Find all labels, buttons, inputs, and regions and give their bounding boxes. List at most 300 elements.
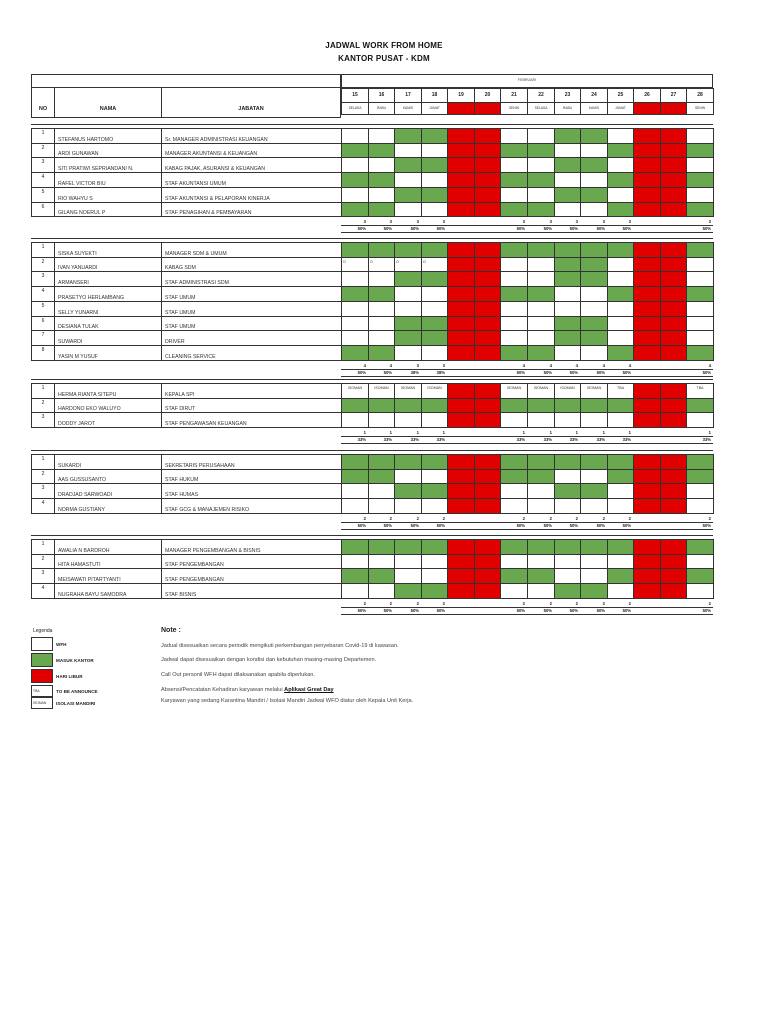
day-cell: KAMIS xyxy=(580,102,608,115)
employee-name xyxy=(54,202,162,217)
office-day-cell xyxy=(341,242,369,258)
holiday-cell xyxy=(633,316,661,331)
employee-position-text: STAF DIRUT xyxy=(165,406,196,412)
legend-masuk-label: MASUK KANTOR xyxy=(56,658,94,663)
wfh-cell xyxy=(368,128,395,144)
summary-percent: 50% xyxy=(436,523,445,528)
summary-count: 2 xyxy=(442,516,445,521)
holiday-cell xyxy=(474,316,501,331)
row-number xyxy=(31,469,55,484)
holiday-cell xyxy=(474,143,501,158)
wfh-cell: ISOMAN xyxy=(527,383,555,399)
office-day-cell xyxy=(421,483,448,499)
wfh-cell xyxy=(421,143,448,158)
wfh-cell xyxy=(500,301,528,317)
summary-count: 2 xyxy=(575,516,578,521)
wfh-cell xyxy=(580,345,608,361)
wfh-cell xyxy=(686,330,714,346)
row-number-text: 5 xyxy=(41,303,45,309)
holiday-cell xyxy=(447,157,475,173)
summary-percent: 50% xyxy=(702,608,711,613)
row-number xyxy=(31,202,55,217)
summary-count: 2 xyxy=(363,516,366,521)
office-day-cell xyxy=(368,345,395,361)
summary-count: 2 xyxy=(416,516,419,521)
wfh-cell xyxy=(394,412,422,428)
summary-count: 1 xyxy=(575,430,578,435)
office-day-cell xyxy=(527,398,555,413)
row-number-text: 1 xyxy=(41,244,45,250)
employee-position xyxy=(161,454,342,470)
employee-position xyxy=(161,539,342,555)
wfh-cell xyxy=(368,271,395,287)
office-day-cell xyxy=(421,242,448,258)
employee-name-text: SUWARDI xyxy=(58,339,83,345)
office-day-cell xyxy=(686,469,714,484)
row-number-text: 6 xyxy=(41,204,45,210)
employee-name-text: SISKA SUYEKTI xyxy=(58,251,97,257)
date-cell: 28 xyxy=(686,88,714,103)
office-day-cell xyxy=(341,143,369,158)
office-day-cell xyxy=(527,345,555,361)
wfh-cell xyxy=(368,498,395,514)
row-number xyxy=(31,157,55,173)
office-day-cell xyxy=(500,172,528,188)
day-cell: SENIN xyxy=(686,102,714,115)
office-day-cell xyxy=(421,330,448,346)
office-day-cell xyxy=(394,271,422,287)
wfh-cell xyxy=(341,412,369,428)
wfh-cell: ISOMAN xyxy=(500,383,528,399)
employee-name-text: SITI PRATIWI SEPRIANDANI N. xyxy=(58,166,134,172)
holiday-cell xyxy=(660,483,687,499)
summary-count: 4 xyxy=(363,363,366,368)
row-number-text: 3 xyxy=(41,485,45,491)
holiday-cell xyxy=(660,498,687,514)
summary-divider xyxy=(341,232,713,233)
holiday-cell xyxy=(633,157,661,173)
employee-position xyxy=(161,187,342,203)
wfh-cell xyxy=(500,330,528,346)
wfh-cell xyxy=(527,157,555,173)
holiday-cell xyxy=(447,539,475,555)
office-day-cell xyxy=(607,454,634,470)
header-jabatan: JABATAN xyxy=(238,106,264,112)
office-day-cell xyxy=(527,286,555,302)
employee-position-text: STAF UMUM xyxy=(165,310,196,316)
wfh-cell xyxy=(580,554,608,569)
summary-divider xyxy=(341,376,713,377)
office-day-cell xyxy=(394,128,422,144)
office-day-cell xyxy=(686,172,714,188)
wfh-cell: ISOMAN xyxy=(580,383,608,399)
group-separator xyxy=(31,379,713,380)
row-number xyxy=(31,345,55,361)
summary-percent: 50% xyxy=(383,370,392,375)
day-cell: SABTU xyxy=(447,102,475,115)
wfh-cell xyxy=(394,498,422,514)
month-label: FEBRUARI xyxy=(517,78,537,82)
summary-count: 2 xyxy=(602,601,605,606)
office-day-cell xyxy=(421,271,448,287)
holiday-cell xyxy=(633,554,661,569)
wfh-cell: ISOMAN xyxy=(368,383,395,399)
employee-name-text: ARDI GUNAWAN xyxy=(58,151,99,157)
employee-name xyxy=(54,539,162,555)
wfh-cell xyxy=(580,568,608,584)
summary-percent: 50% xyxy=(569,523,578,528)
office-day-cell xyxy=(527,172,555,188)
employee-position-text: SEKRETARIS PERUSAHAAN xyxy=(165,463,235,469)
holiday-cell xyxy=(633,398,661,413)
employee-position xyxy=(161,202,342,217)
office-day-cell xyxy=(554,242,581,258)
wfh-cell xyxy=(500,128,528,144)
summary-count: 3 xyxy=(708,219,711,224)
employee-name-text: RAFEL VICTOR BIU xyxy=(58,181,106,187)
holiday-cell xyxy=(633,301,661,317)
row-number-text: 3 xyxy=(41,273,45,279)
summary-divider xyxy=(341,614,713,615)
employee-name-text: HITA HAMASTUTI xyxy=(58,562,101,568)
office-day-cell xyxy=(686,242,714,258)
employee-name-text: RIO WAHYU S xyxy=(58,196,93,202)
wfh-cell xyxy=(394,568,422,584)
employee-position-text: MANAGER PENGEMBANGAN & BISNIS xyxy=(165,548,261,554)
date-cell: 24 xyxy=(580,88,608,103)
holiday-cell xyxy=(447,398,475,413)
note-line-2: Jadwal dapat disesuaikan dengan kondisi dan kebutuhan masing-masing Departemen. xyxy=(161,657,377,663)
office-day-cell xyxy=(394,330,422,346)
wfh-cell xyxy=(368,583,395,599)
employee-name xyxy=(54,583,162,599)
row-number xyxy=(31,271,55,287)
wfh-cell xyxy=(341,301,369,317)
holiday-cell xyxy=(633,539,661,555)
holiday-cell xyxy=(660,128,687,144)
summary-count: 1 xyxy=(549,430,552,435)
holiday-cell xyxy=(660,143,687,158)
wfh-cell xyxy=(368,301,395,317)
office-day-cell xyxy=(580,257,608,272)
summary-count: 2 xyxy=(416,601,419,606)
summary-count: 2 xyxy=(575,601,578,606)
employee-position xyxy=(161,345,342,361)
wfh-cell xyxy=(607,483,634,499)
day-cell: MINGGU xyxy=(474,102,501,115)
date-cell: 21 xyxy=(500,88,528,103)
summary-percent: 50% xyxy=(622,523,631,528)
row-number xyxy=(31,568,55,584)
wfh-cell xyxy=(341,271,369,287)
wfh-cell xyxy=(554,143,581,158)
office-day-cell xyxy=(500,286,528,302)
office-day-cell xyxy=(607,172,634,188)
holiday-cell xyxy=(633,172,661,188)
summary-percent: 38% xyxy=(410,370,419,375)
office-day-cell xyxy=(394,583,422,599)
wfh-cell xyxy=(368,157,395,173)
row-number-text: 4 xyxy=(41,500,45,506)
wfh-cell xyxy=(607,498,634,514)
group-separator xyxy=(31,238,713,239)
summary-percent: 50% xyxy=(516,226,525,231)
summary-count: 4 xyxy=(575,363,578,368)
summary-count: 2 xyxy=(708,601,711,606)
employee-position-text: STAF HUMAS xyxy=(165,492,199,498)
row-number xyxy=(31,583,55,599)
office-day-cell xyxy=(368,454,395,470)
day-cell: SABTU xyxy=(633,102,661,115)
office-day-cell xyxy=(554,187,581,203)
page-title: JADWAL WORK FROM HOME xyxy=(325,41,443,50)
holiday-cell xyxy=(633,286,661,302)
wfh-cell xyxy=(686,128,714,144)
summary-count: 1 xyxy=(708,430,711,435)
row-number-text: 8 xyxy=(41,347,45,353)
office-day-cell xyxy=(500,539,528,555)
summary-count: 2 xyxy=(708,516,711,521)
employee-name xyxy=(54,172,162,188)
wfh-cell xyxy=(554,345,581,361)
holiday-cell xyxy=(474,498,501,514)
office-day-cell xyxy=(686,345,714,361)
row-number xyxy=(31,554,55,569)
employee-name xyxy=(54,143,162,158)
summary-percent: 50% xyxy=(543,370,552,375)
office-day-cell xyxy=(500,454,528,470)
office-day-cell xyxy=(607,469,634,484)
employee-position xyxy=(161,301,342,317)
summary-count: 1 xyxy=(628,430,631,435)
wfh-cell xyxy=(394,143,422,158)
summary-count: 2 xyxy=(522,516,525,521)
office-day-cell xyxy=(554,539,581,555)
employee-position xyxy=(161,554,342,569)
office-day-cell xyxy=(341,568,369,584)
holiday-cell xyxy=(660,316,687,331)
wfh-cell xyxy=(686,187,714,203)
office-day-cell xyxy=(500,568,528,584)
wfh-cell xyxy=(500,483,528,499)
wfh-cell xyxy=(607,330,634,346)
employee-position xyxy=(161,483,342,499)
wfh-cell xyxy=(527,583,555,599)
wfh-cell xyxy=(500,583,528,599)
group-separator xyxy=(31,535,713,536)
wfh-cell xyxy=(607,157,634,173)
employee-position xyxy=(161,398,342,413)
summary-count: 1 xyxy=(522,430,525,435)
office-day-cell xyxy=(500,242,528,258)
employee-name-text: NORMA GUSTIANY xyxy=(58,507,105,513)
wfh-cell xyxy=(527,301,555,317)
summary-count: 2 xyxy=(602,516,605,521)
employee-name-text: PRASETYO HERLAMBANG xyxy=(58,295,125,301)
wfh-cell xyxy=(341,316,369,331)
holiday-cell xyxy=(660,301,687,317)
row-number-text: 7 xyxy=(41,332,45,338)
employee-name-text: AWALIA N BARDROH xyxy=(58,548,110,554)
employee-name-text: STEFANUS HARTOMO xyxy=(58,137,114,143)
row-number-text: 1 xyxy=(41,456,45,462)
office-day-cell xyxy=(554,128,581,144)
office-day-cell xyxy=(368,286,395,302)
wfh-cell xyxy=(500,157,528,173)
summary-divider xyxy=(341,529,713,530)
office-day-cell xyxy=(421,187,448,203)
note-line-4 xyxy=(161,687,334,693)
legend-isoman-code: ISOMAN xyxy=(33,701,47,705)
wfh-cell xyxy=(527,257,555,272)
wfh-cell xyxy=(527,316,555,331)
day-cell: RABU xyxy=(554,102,581,115)
office-day-cell xyxy=(368,568,395,584)
holiday-cell xyxy=(660,187,687,203)
row-number xyxy=(31,242,55,258)
wfh-cell xyxy=(607,554,634,569)
employee-position xyxy=(161,583,342,599)
office-day-cell xyxy=(394,539,422,555)
office-day-cell xyxy=(554,316,581,331)
row-number xyxy=(31,539,55,555)
summary-percent: 50% xyxy=(596,226,605,231)
holiday-cell xyxy=(660,469,687,484)
office-day-cell xyxy=(394,483,422,499)
wfh-cell xyxy=(554,286,581,302)
employee-name xyxy=(54,128,162,144)
legend-title: Legenda xyxy=(33,628,53,634)
employee-position-text: STAF HUKUM xyxy=(165,477,199,483)
employee-position-text: STAF AKUNTANSI & PELAPORAN KINERJA xyxy=(165,196,270,202)
holiday-cell xyxy=(474,583,501,599)
summary-percent: 50% xyxy=(410,608,419,613)
office-day-cell xyxy=(580,398,608,413)
employee-position-text: STAF PENGEMBANGAN xyxy=(165,577,224,583)
office-day-cell xyxy=(394,242,422,258)
summary-percent: 50% xyxy=(357,608,366,613)
wfh-cell xyxy=(394,286,422,302)
wfh-cell xyxy=(607,583,634,599)
wfh-cell xyxy=(421,286,448,302)
wfh-cell xyxy=(421,469,448,484)
office-day-cell xyxy=(554,271,581,287)
summary-count: 1 xyxy=(416,430,419,435)
summary-percent: 33% xyxy=(383,437,392,442)
employee-position xyxy=(161,143,342,158)
note-line-5: Karyawan yang sedang Karantina Mandiri / Isolasi Mandiri Jadwal WFO diatur oleh Kepala Unit Kerja. xyxy=(161,698,414,704)
office-day-cell xyxy=(554,398,581,413)
summary-count: 2 xyxy=(389,601,392,606)
office-day-cell xyxy=(421,454,448,470)
holiday-cell xyxy=(633,412,661,428)
row-number-text: 6 xyxy=(41,318,45,324)
employee-position xyxy=(161,172,342,188)
office-day-cell xyxy=(686,568,714,584)
office-day-cell xyxy=(500,202,528,217)
holiday-cell xyxy=(447,128,475,144)
wfh-cell xyxy=(341,483,369,499)
wfh-cell: TBA xyxy=(686,383,714,399)
holiday-cell xyxy=(633,271,661,287)
office-day-cell xyxy=(341,172,369,188)
wfh-cell xyxy=(686,483,714,499)
wfh-cell xyxy=(368,483,395,499)
office-day-cell xyxy=(421,583,448,599)
employee-name xyxy=(54,157,162,173)
office-day-cell xyxy=(686,539,714,555)
holiday-cell xyxy=(474,398,501,413)
employee-position xyxy=(161,157,342,173)
employee-position-text: STAF PENGEMBANGAN xyxy=(165,562,224,568)
employee-name xyxy=(54,301,162,317)
wfh-cell xyxy=(368,330,395,346)
holiday-cell xyxy=(660,257,687,272)
holiday-cell xyxy=(660,412,687,428)
wfh-cell xyxy=(368,412,395,428)
wfh-cell xyxy=(580,286,608,302)
holiday-cell xyxy=(633,330,661,346)
date-cell: 15 xyxy=(341,88,369,103)
row-number-text: 2 xyxy=(41,556,45,562)
employee-position-text: STAF GCG & MANAJEMEN RISIKO xyxy=(165,507,250,513)
wfh-cell xyxy=(341,330,369,346)
holiday-cell xyxy=(447,143,475,158)
wfh-cell xyxy=(341,157,369,173)
employee-name xyxy=(54,554,162,569)
wfh-cell xyxy=(607,187,634,203)
holiday-cell xyxy=(447,271,475,287)
holiday-cell xyxy=(447,383,475,399)
wfh-cell xyxy=(607,301,634,317)
holiday-cell xyxy=(447,172,475,188)
employee-position xyxy=(161,242,342,258)
employee-name xyxy=(54,383,162,399)
employee-name xyxy=(54,316,162,331)
row-number-text: 4 xyxy=(41,174,45,180)
wfh-cell xyxy=(394,172,422,188)
summary-count: 2 xyxy=(549,601,552,606)
office-day-cell xyxy=(341,202,369,217)
page-subtitle: KANTOR PUSAT - KDM xyxy=(338,54,430,63)
summary-percent: 50% xyxy=(622,608,631,613)
row-number-text: 3 xyxy=(41,570,45,576)
date-cell: 23 xyxy=(554,88,581,103)
summary-count: 4 xyxy=(708,363,711,368)
wfh-cell xyxy=(500,554,528,569)
office-day-cell xyxy=(607,345,634,361)
wfh-cell xyxy=(527,554,555,569)
great-day-app-link[interactable]: Aplikasi Great Day xyxy=(284,687,334,693)
office-day-cell xyxy=(341,539,369,555)
office-day-cell xyxy=(554,454,581,470)
holiday-cell xyxy=(633,568,661,584)
day-cell: SENIN xyxy=(500,102,528,115)
holiday-cell xyxy=(474,301,501,317)
summary-count: 1 xyxy=(442,430,445,435)
wfh-cell xyxy=(368,554,395,569)
wfh-cell: ISOMAN xyxy=(394,383,422,399)
employee-name xyxy=(54,330,162,346)
wfh-cell xyxy=(421,568,448,584)
wfh-cell xyxy=(554,172,581,188)
wfh-cell: O xyxy=(341,257,369,272)
office-day-cell xyxy=(527,568,555,584)
summary-count: 4 xyxy=(522,363,525,368)
holiday-cell xyxy=(633,202,661,217)
wfh-cell xyxy=(607,257,634,272)
employee-position-text: STAF PENAGIHAN & PEMBAYARAN xyxy=(165,210,252,216)
